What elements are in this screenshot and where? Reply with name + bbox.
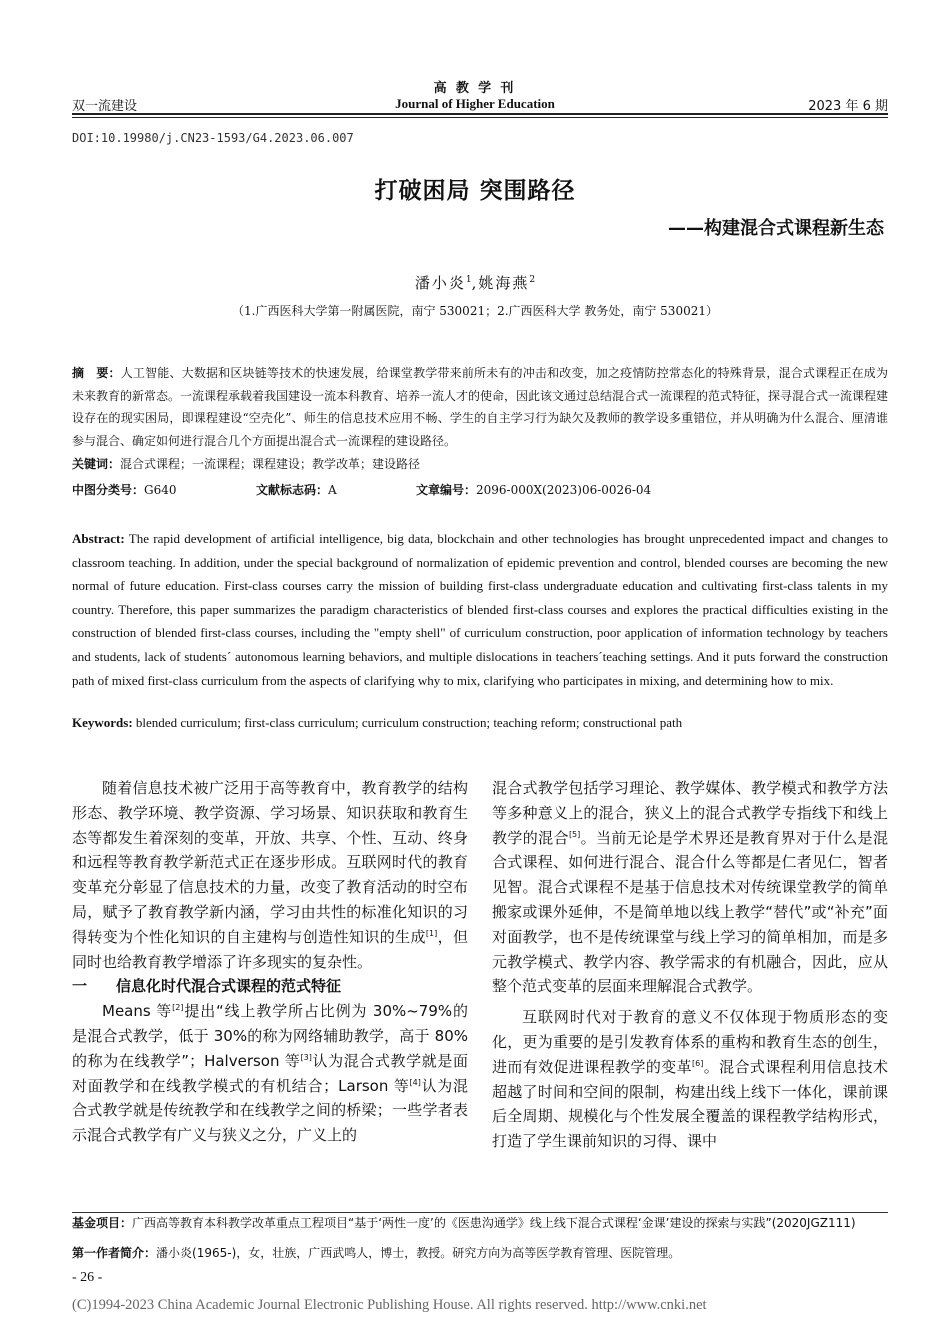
body-right-column [492, 776, 888, 1154]
citation-ref: [4] [409, 1077, 421, 1087]
issue-label: 2023 年 6 期 [808, 99, 888, 114]
section-title: 信息化时代混合式课程的范式特征 [116, 977, 342, 996]
article-subtitle: ——构建混合式课程新生态 [668, 218, 884, 239]
section-heading [72, 974, 468, 999]
funding-label: 基金项目： [72, 1216, 133, 1230]
abstract-en-label: Abstract: [72, 531, 125, 546]
funding-text: 广西高等教育本科教学改革重点工程项目“基于‘两性一度’的《医患沟通学》线上线下混合式课程‘金课’建设的探索与实践”(2020JGZ111) [132, 1216, 856, 1230]
author-note-label: 第一作者简介： [72, 1246, 157, 1260]
article-number-item [416, 481, 651, 498]
abstract-cn-text: 人工智能、大数据和区块链等技术的快速发展，给课堂教学带来前所未有的冲击和改变，加之疫情防控常态化的特殊背景，混合式课程正在成为未来教育的新常态。一流课程承载着我国建设一流本科教育、培养一流人才的使命，因此该文通过总结混合式一流课程的范式特征，探寻混合式一流课程建设存在的现实困局，即课程建设“空壳化”、师生的信息技术应用不畅、学生的自主学习行为缺欠及教师的教学设多重错位，并从明确为什么混合、厘清谁参与混合、确定如何进行混合几个方面提出混合式一流课程的建设路径。 [72, 366, 889, 448]
author-1-affil: 1 [465, 275, 472, 285]
author-note-text: 潘小炎(1965-)，女，壮族，广西武鸣人，博士，教授。研究方向为高等医学教育管理、医院管理。 [156, 1246, 681, 1260]
body-paragraph [72, 776, 468, 974]
citation-ref: [2] [172, 1003, 184, 1013]
author-line [0, 272, 950, 293]
doi: DOI:10.19980/j.CN23-1593/G4.2023.06.007 [72, 131, 354, 145]
header-rule-thin [72, 117, 888, 118]
body-text: 认为混合式教学就是面对面教学和在线教学模式的有机结合；Larson 等 [72, 1051, 468, 1095]
author-sep: , [471, 274, 479, 292]
abstract-cn [72, 362, 888, 452]
clc-item [72, 481, 177, 498]
body-text: 互联网时代对于教育的意义不仅体现于物质形态的变化，更为重要的是引发教育体系的重构和教育生态的创生，进而有效促进课程教学的变革 [492, 1008, 888, 1076]
body-text: 混合式教学包括学习理论、教学媒体、教学模式和教学方法等多种意义上的混合，狭义上的混合式教学专指线下和线上教学的混合 [492, 779, 888, 847]
clc-value: G640 [144, 483, 177, 497]
body-text: 。当前无论是学术界还是教育界对于什么是混合式课程、如何进行混合、混合什么等都是仁者见仁，智者见智。混合式课程不是基于信息技术对传统课堂教学的简单搬家或课外延伸，不是简单地以线上教学“替代”或“补充”面对面教学，也不是传统课堂与线上学习的简单相加，而是多元教学模式、教学内容、教学需求的有机融合，因此，应从整个范式变革的层面来理解混合式教学。 [492, 828, 888, 996]
body-text: ，但同时也给教育教学增添了许多现实的复杂性。 [72, 927, 468, 971]
journal-name-cn: 高 教 学 刊 [433, 80, 517, 95]
affiliation: （1.广西医科大学第一附属医院，南宁 530021；2.广西医科大学 教务处，南宁 530021） [232, 304, 718, 318]
copyright-line: (C)1994-2023 China Academic Journal Electronic Publishing House. All rights reserved. http://www.cnki.net [72, 1297, 707, 1313]
citation-ref: [5] [568, 829, 581, 839]
header-rule [72, 113, 888, 115]
page-number: - 26 - [72, 1270, 103, 1285]
clc-label: 中图分类号： [72, 483, 145, 497]
body-text: 。混合式课程利用信息技术超越了时间和空间的限制，构建出线上线下一体化，课前课后全周期、规模化与个性发展全覆盖的课程教学结构形式，打造了学生课前知识的习得、课中 [492, 1057, 888, 1151]
doc-code-item [256, 481, 337, 498]
citation-ref: [1] [425, 928, 438, 938]
keywords-cn [72, 455, 420, 472]
abstract-en-text: The rapid development of artificial intelligence, big data, blockchain and other technologies has brought unprecedented impact and changes to classroom teaching. In addition, under the special background of normalization of epidemic prevention and control, blended courses are becoming the new normal of future education. First-class courses carry the mission of building first-class undergraduate education and cultivating first-class talents in my country. Therefore, this paper summarizes the paradigm characteristics of blended first-class courses and explores the practical difficulties existing in the construction of blended first-class courses, including the "empty shell" of curriculum construction, poor application of information technology by teachers and students, lack of students´ autonomous learning behaviors, and multiple dislocations in teachers´teaching settings. And it puts forward the construction path of mixed first-class curriculum from the aspects of clarifying why to mix, clarifying who participates in mixing, and determining how to mix. [72, 531, 889, 688]
citation-ref: [6] [692, 1058, 704, 1068]
body-text: 随着信息技术被广泛用于高等教育中，教育教学的结构形态、教学环境、教学资源、学习场景、知识获取和教育生态等都发生着深刻的变革，开放、共享、个性、互动、终身和远程等教育教学新范式正在逐步形成。互联网时代的教育变革充分彰显了信息技术的力量，改变了教育活动的时空布局，赋予了教育教学新内涵，学习由共性的标准化知识的习得转变为个性化知识的自主建构与创造性知识的生成 [72, 779, 468, 946]
body-text: Means 等 [102, 1002, 173, 1021]
doc-code-value: A [328, 483, 337, 497]
abstract-cn-label: 摘 要： [72, 366, 121, 380]
article-number-value: 2096-000X(2023)06-0026-04 [476, 483, 652, 497]
author-2-affil: 2 [529, 275, 536, 285]
footnote-rule [72, 1212, 888, 1213]
column-name: 双一流建设 [72, 99, 138, 114]
keywords-en-text: blended curriculum; first-class curriculum; curriculum construction; teaching reform; constructional path [135, 715, 683, 730]
keywords-en-label: Keywords: [72, 715, 133, 730]
article-number-label: 文章编号： [416, 483, 477, 497]
citation-ref: [3] [300, 1052, 312, 1062]
body-paragraph [492, 1005, 888, 1154]
body-paragraph [492, 776, 888, 999]
author-2: 姚海燕 [478, 274, 530, 292]
body-left-column [72, 776, 468, 1148]
body-paragraph [72, 999, 468, 1148]
keywords-cn-label: 关键词： [72, 457, 121, 471]
author-note [72, 1246, 888, 1261]
body-text: 提出“线上教学所占比例为 30%~79%的是混合式教学，低于 30%的称为网络辅助教学，高于 80%的称为在线教学”；Halverson 等 [72, 1002, 468, 1070]
author-1: 潘小炎 [414, 274, 466, 292]
keywords-en [72, 715, 888, 731]
section-number: 一 [72, 977, 88, 996]
abstract-en [72, 527, 888, 692]
keywords-cn-text: 混合式课程；一流课程；课程建设；教学改革；建设路径 [120, 457, 421, 471]
journal-name-en: Journal of Higher Education [395, 96, 555, 111]
article-title: 打破困局 突围路径 [374, 178, 576, 204]
doc-code-label: 文献标志码： [256, 483, 329, 497]
funding-note [72, 1216, 888, 1231]
body-text: 认为混合式教学就是传统教学和在线教学之间的桥梁；一些学者表示混合式教学有广义与狭义之分，广义上的 [72, 1076, 468, 1145]
